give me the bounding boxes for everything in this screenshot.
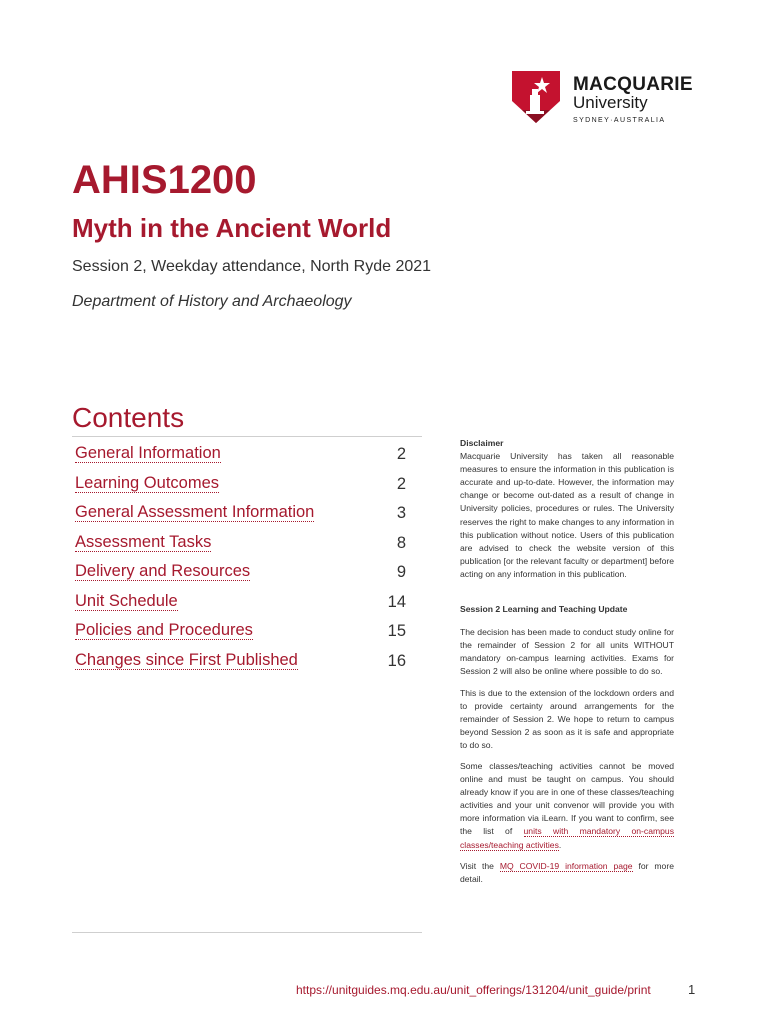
divider [72,932,422,933]
table-of-contents [72,436,422,673]
mandatory-units-link[interactable]: units with mandatory on-campus classes/teaching activities [460,826,674,850]
toc-item [72,526,422,556]
update-paragraph-1: The decision has been made to conduct study online for the remainder of Session 2 for all units WITHOUT mandatory on-campus learning activities. Exams for Session 2 will also be online where possible to do so. [460,627,674,677]
unit-name: Myth in the Ancient World [72,213,392,243]
disclaimer-text: Macquarie University has taken all reasonable measures to ensure the information in this publication is accurate and up-to-date. However, the information may change or become out-dated as a result of change in University policies, procedures or rules. The University reserves the right to make changes to any information in this publication without notice. Users of this publication are advised to check the website version of this publication [or the relevant faculty or department] before acting on any information in this publication. [460,451,675,579]
toc-page-number: 3 [396,504,406,522]
logo-location: SYDNEY·AUSTRALIA [573,117,666,124]
toc-page-number: 16 [387,651,406,670]
toc-item [72,555,422,585]
toc-item [72,614,422,644]
update-paragraph-4-post: for more detail. [460,860,674,884]
crest-icon [512,71,560,123]
toc-link-general-assessment-information[interactable]: General Assessment Information [75,503,315,521]
logo-subtitle: University [573,93,648,112]
toc-page-number: 2 [396,474,406,493]
toc-page-number: 8 [396,533,406,552]
toc-item [72,437,422,467]
toc-page-number: 9 [396,563,406,581]
toc-link-assessment-tasks[interactable]: Assessment Tasks [75,532,212,551]
logo-name: MACQUARIE [573,74,693,95]
toc-page-number: 14 [387,592,406,611]
session-info: Session 2, Weekday attendance, North Ryde 2021 [72,258,432,275]
contents-title: Contents [72,402,185,433]
covid-info-link[interactable]: MQ COVID-19 information page [499,860,633,871]
disclaimer-column [460,437,674,894]
toc-page-number: 15 [387,622,406,640]
toc-item [72,644,422,674]
update-paragraph-3 [460,760,674,852]
update-heading: Session 2 Learning and Teaching Update [460,604,628,615]
update-paragraph-4 [460,860,674,886]
update-paragraph-2: This is due to the extension of the lockdown orders and to provide certainty around arrangements for the remainder of Session 2. We hope to return to campus beyond Session 2 as soon as it is safe and appropriate to do so. [460,687,674,750]
toc-link-policies-and-procedures[interactable]: Policies and Procedures [75,621,253,639]
disclaimer-heading: Disclaimer [460,438,504,448]
toc-page-number: 2 [396,445,406,463]
toc-link-learning-outcomes[interactable]: Learning Outcomes [75,473,219,492]
toc-item [72,496,422,526]
unit-code: AHIS1200 [72,158,257,202]
update-paragraph-4-pre: Visit the [460,860,500,871]
toc-link-changes-since-first-published[interactable]: Changes since First Published [75,650,298,669]
footer-url[interactable]: https://unitguides.mq.edu.au/unit_offerings/131204/unit_guide/print [296,983,651,997]
university-logo [512,71,702,123]
department-name: Department of History and Archaeology [72,293,352,310]
toc-link-delivery-and-resources[interactable]: Delivery and Resources [75,562,251,580]
update-paragraph-3-end: . [558,839,562,850]
toc-link-general-information[interactable]: General Information [75,444,221,462]
toc-item [72,467,422,497]
page-number: 1 [688,982,696,997]
toc-link-unit-schedule[interactable]: Unit Schedule [75,591,178,610]
toc-item [72,585,422,615]
update-paragraph-3-text: Some classes/teaching activities cannot be moved online and must be taught on campus. You should already know if you are in one of these classes/teaching activities and your unit convenor will provide you with more information via iLearn. If you want to confirm, see the list of [460,760,674,837]
